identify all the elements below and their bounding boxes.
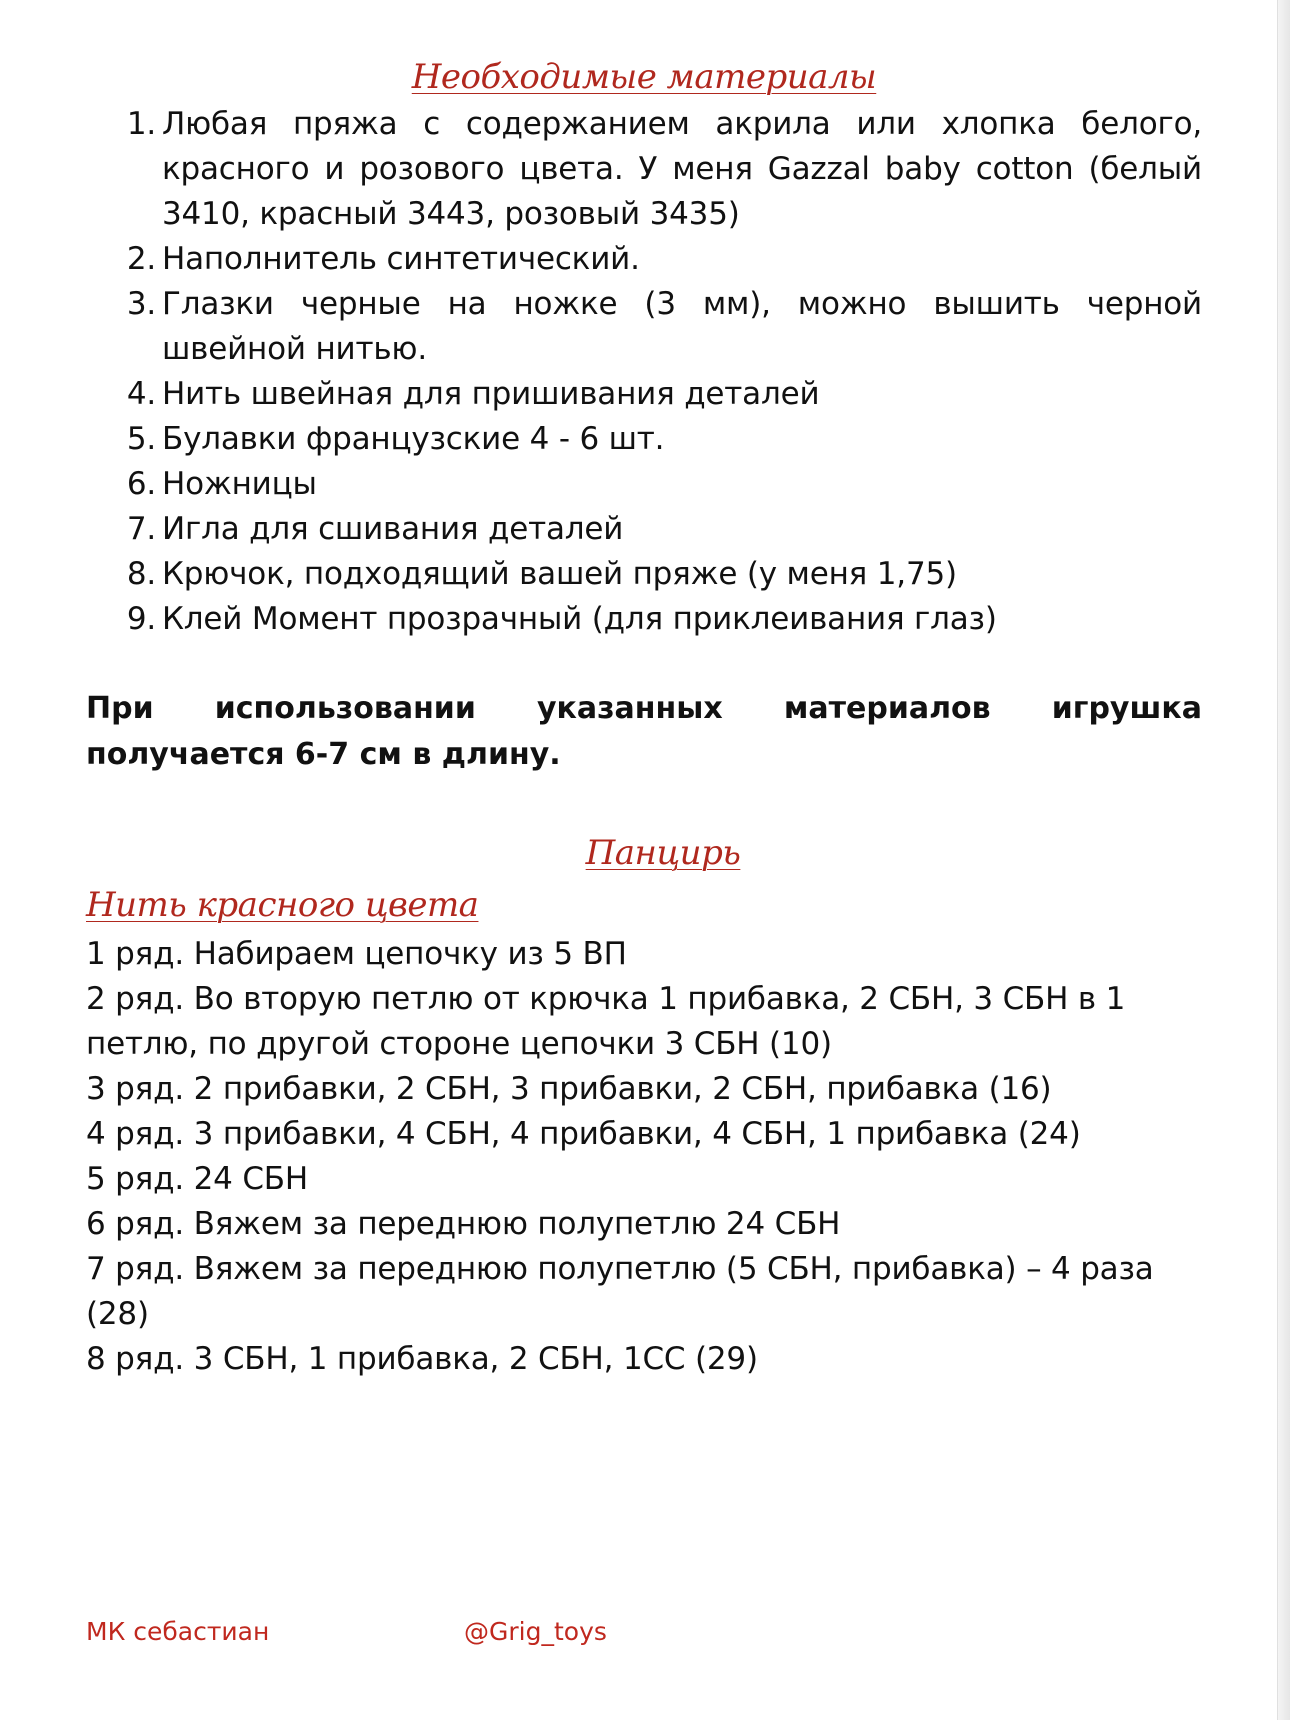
- item-text: Клей Момент прозрачный (для приклеивания глаз): [162, 601, 997, 637]
- item-text: Глазки черные на ножке (3 мм), можно вышить черной швейной нитью.: [162, 286, 1202, 367]
- pattern-rows: [86, 932, 1202, 1382]
- thread-color-subheading: Нить красного цвета: [86, 885, 479, 925]
- item-text: Булавки французские 4 - 6 шт.: [162, 421, 665, 457]
- materials-heading: Необходимые материалы: [411, 57, 877, 97]
- item-text: Любая пряжа с содержанием акрила или хлопка белого, красного и розового цвета. У меня Gazzal baby cotton (белый 3410, красный 3443, розовый 3435): [162, 106, 1202, 232]
- list-item: [86, 597, 1202, 642]
- note-word: игрушка: [1051, 691, 1202, 726]
- note-word: указанных: [536, 691, 723, 726]
- shell-heading: Панцирь: [585, 833, 741, 873]
- footer-author-handle: @Grig_toys: [464, 1617, 607, 1646]
- item-number: 3.: [126, 286, 156, 322]
- item-number: 6.: [126, 466, 156, 502]
- document-page: [86, 52, 1202, 1382]
- list-item: [86, 102, 1202, 237]
- list-item: [86, 282, 1202, 372]
- list-item: [86, 372, 1202, 417]
- list-item: [86, 237, 1202, 282]
- page-edge: [1277, 0, 1290, 1720]
- list-item: [86, 552, 1202, 597]
- materials-list: [86, 102, 1202, 642]
- item-number: 7.: [126, 511, 156, 547]
- pattern-row: 6 ряд. Вяжем за переднюю полупетлю 24 СБН: [86, 1206, 841, 1242]
- item-number: 1.: [126, 106, 156, 142]
- list-item: [86, 507, 1202, 552]
- item-text: Игла для сшивания деталей: [162, 511, 624, 547]
- item-text: Ножницы: [162, 466, 317, 502]
- item-number: 4.: [126, 376, 156, 412]
- pattern-row: 5 ряд. 24 СБН: [86, 1161, 308, 1197]
- note-word: При: [86, 691, 154, 726]
- pattern-row: 7 ряд. Вяжем за переднюю полупетлю (5 СБН, прибавка) – 4 раза (28): [86, 1251, 1154, 1332]
- pattern-row: 8 ряд. 3 СБН, 1 прибавка, 2 СБН, 1СС (29): [86, 1341, 758, 1377]
- item-text: Наполнитель синтетический.: [162, 241, 640, 277]
- size-note-line-1: [86, 686, 1202, 732]
- size-note-line-2: получается 6-7 см в длину.: [86, 737, 561, 772]
- item-number: 5.: [126, 421, 156, 457]
- item-number: 8.: [126, 556, 156, 592]
- item-text: Нить швейная для пришивания деталей: [162, 376, 820, 412]
- item-number: 2.: [126, 241, 156, 277]
- item-text: Крючок, подходящий вашей пряже (у меня 1,75): [162, 556, 957, 592]
- note-word: использовании: [214, 691, 476, 726]
- pattern-row: 4 ряд. 3 прибавки, 4 СБН, 4 прибавки, 4 СБН, 1 прибавка (24): [86, 1116, 1081, 1152]
- note-word: материалов: [783, 691, 991, 726]
- pattern-row: 3 ряд. 2 прибавки, 2 СБН, 3 прибавки, 2 СБН, прибавка (16): [86, 1071, 1052, 1107]
- pattern-row: 1 ряд. Набираем цепочку из 5 ВП: [86, 936, 627, 972]
- pattern-row: 2 ряд. Во вторую петлю от крючка 1 прибавка, 2 СБН, 3 СБН в 1 петлю, по другой стороне цепочки 3 СБН (10): [86, 981, 1126, 1062]
- list-item: [86, 462, 1202, 507]
- size-note: [86, 686, 1202, 778]
- item-number: 9.: [126, 601, 156, 637]
- footer-title: МК себастиан: [86, 1617, 270, 1646]
- list-item: [86, 417, 1202, 462]
